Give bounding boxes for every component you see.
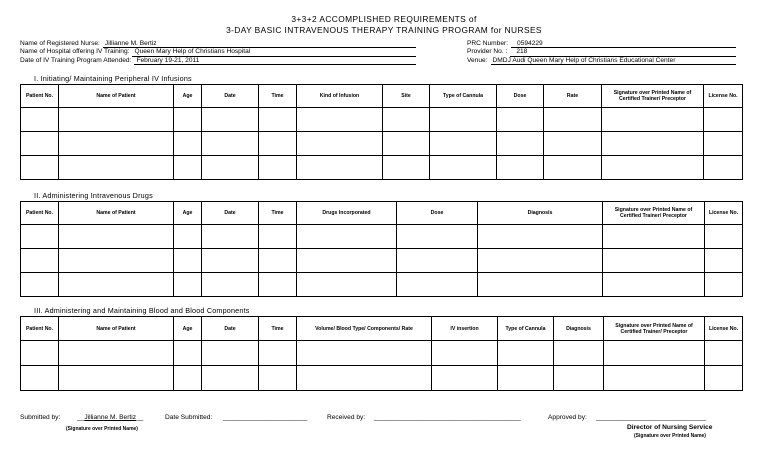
table-cell[interactable] [603,249,705,273]
table-cell[interactable] [21,341,59,366]
table-cell[interactable] [202,108,259,132]
table-cell[interactable] [705,249,743,273]
table-cell[interactable] [604,366,705,391]
table-cell[interactable] [544,132,602,156]
table-cell[interactable] [497,132,544,156]
table-cell[interactable] [602,132,704,156]
table-cell[interactable] [297,249,397,273]
table-blood-components [20,316,743,391]
table-cell[interactable] [59,225,174,249]
date-submitted-label: Date Submitted: [165,414,213,421]
column-header: License No. [704,85,743,108]
table-cell[interactable] [297,366,432,391]
table-cell[interactable] [59,366,174,391]
column-header: Age [174,85,202,108]
training-date-label: Date of IV Training Program Attended: [20,56,132,64]
received-by-field[interactable]: ________________________________________ [374,414,521,421]
table-cell[interactable] [383,156,430,180]
table-cell[interactable] [297,132,383,156]
table-cell[interactable] [21,273,59,297]
column-header: Volume/ Blood Type/ Components/ Rate [297,317,432,341]
date-submitted-field[interactable]: _______________________ [223,414,308,421]
table-cell[interactable] [259,273,297,297]
table-cell[interactable] [554,341,604,366]
column-header: Date [202,202,259,225]
table-cell[interactable] [202,156,259,180]
provider-number-field[interactable]: 218 [510,48,736,56]
table-cell[interactable] [259,341,297,366]
table-cell[interactable] [478,225,603,249]
venue-field[interactable]: DMDJ Audi Queen Mary Help of Christians Educational Center [491,57,736,65]
director-title: Director of Nursing Service [627,424,713,431]
table-cell[interactable] [705,225,743,249]
column-header: License No. [705,317,743,341]
table-cell[interactable] [59,132,174,156]
column-header: Patient No. [21,202,59,225]
table-cell[interactable] [297,225,397,249]
table-cell[interactable] [59,108,174,132]
column-header: Signature over Printed Name of Certified Trainer/ Preceptor [602,85,704,108]
table-cell[interactable] [604,341,705,366]
table-cell[interactable] [174,225,202,249]
column-header: Patient No. [21,85,59,108]
column-header: Date [202,317,259,341]
received-by-label: Received by: [327,414,366,421]
section-2-title: II. Administering Intravenous Drugs [34,191,153,200]
table-cell[interactable] [705,366,743,391]
table-cell[interactable] [383,108,430,132]
table-cell[interactable] [174,273,202,297]
approved-by-field[interactable]: ______________________________ [596,414,707,421]
table-cell[interactable] [383,132,430,156]
table-cell[interactable] [602,108,704,132]
table-cell[interactable] [430,132,497,156]
table-cell[interactable] [59,156,174,180]
column-header: Rate [544,85,602,108]
table-cell[interactable] [297,273,397,297]
column-header: IV insertion [432,317,498,341]
column-header: Drugs Incorporated [297,202,397,225]
table-cell[interactable] [544,156,602,180]
table-row [21,108,743,132]
hospital-label: Name of Hospital offering IV Training: [20,48,130,56]
table-cell[interactable] [259,225,297,249]
approved-by-label: Approved by: [548,414,587,421]
table-cell[interactable] [174,132,202,156]
column-header: Time [259,85,297,108]
table-cell[interactable] [174,108,202,132]
table-cell[interactable] [174,156,202,180]
table-cell[interactable] [202,341,259,366]
table-cell[interactable] [202,132,259,156]
director-signature-note: (Signature over Printed Name) [634,433,706,439]
table-cell[interactable] [202,249,259,273]
table-cell[interactable] [202,225,259,249]
table-cell[interactable] [259,108,297,132]
table-cell[interactable] [174,249,202,273]
column-header: Dose [497,85,544,108]
table-cell[interactable] [259,249,297,273]
table-peripheral-iv-infusions [20,84,743,180]
column-header: Name of Patient [59,85,174,108]
table-cell[interactable] [603,225,705,249]
venue-label: Venue: [467,56,488,64]
form-title-line2: 3-DAY BASIC INTRAVENOUS THERAPY TRAINING PROGRAM for NURSES [226,25,542,35]
table-cell[interactable] [297,156,383,180]
table-row [21,341,743,366]
table-cell[interactable] [397,225,478,249]
section-1-title: I. Initiating/ Maintaining Peripheral IV Infusions [34,74,192,83]
submitted-by-value: Jillianne M. Bertiz [84,414,137,421]
table-row [21,366,743,391]
column-header: Dose [397,202,478,225]
table-cell[interactable] [21,108,59,132]
table-cell[interactable] [704,156,743,180]
table-cell[interactable] [602,156,704,180]
provider-label: Provider No. : [467,48,508,56]
table-cell[interactable] [397,249,478,273]
table-row [21,249,743,273]
table-cell[interactable] [704,108,743,132]
submitted-signature-note: (Signature over Printed Name) [66,426,138,432]
column-header: Date [202,85,259,108]
hospital-field[interactable]: Queen Mary Help of Christians Hospital [132,48,416,56]
table-cell[interactable] [297,108,383,132]
column-header: License No. [705,202,743,225]
table-cell[interactable] [498,341,554,366]
table-cell[interactable] [432,341,498,366]
table-cell[interactable] [478,273,603,297]
table-cell[interactable] [297,341,432,366]
table-row [21,225,743,249]
table-cell[interactable] [705,341,743,366]
column-header: Site [383,85,430,108]
table-cell[interactable] [21,132,59,156]
table-cell[interactable] [174,366,202,391]
table-cell[interactable] [430,156,497,180]
table-cell[interactable] [174,341,202,366]
table-cell[interactable] [259,156,297,180]
column-header: Type of Cannula [498,317,554,341]
table-intravenous-drugs [20,201,743,297]
table-cell[interactable] [603,273,705,297]
table-cell[interactable] [497,156,544,180]
table-row [21,273,743,297]
table-cell[interactable] [21,225,59,249]
table-cell[interactable] [202,366,259,391]
column-header: Signature over Printed Name of Certified Trainer/ Preceptor [604,317,705,341]
table-cell[interactable] [259,366,297,391]
table-cell[interactable] [554,366,604,391]
table-cell[interactable] [430,108,497,132]
column-header: Time [259,317,297,341]
table-cell[interactable] [397,273,478,297]
column-header: Name of Patient [59,202,174,225]
column-header: Signature over Printed Name of Certified Trainer/ Preceptor [603,202,705,225]
table-row [21,156,743,180]
table-cell[interactable] [59,273,174,297]
prc-number-field[interactable]: 0594229 [511,40,736,48]
table-cell[interactable] [705,273,743,297]
column-header: Name of Patient [59,317,174,341]
table-cell[interactable] [497,108,544,132]
header-right [467,40,736,65]
submitted-by-field[interactable]: __Jillianne M. Bertiz__ [77,414,144,421]
table-cell[interactable] [59,249,174,273]
column-header: Type of Cannula [430,85,497,108]
table-cell[interactable] [21,366,59,391]
submitted-by-label: Submitted by: [20,414,61,421]
column-header: Diagnosis [554,317,604,341]
table-cell[interactable] [21,156,59,180]
section-3-title: III. Administering and Maintaining Blood and Blood Components [34,306,250,315]
table-cell[interactable] [478,249,603,273]
header-left [20,40,416,65]
training-date-field[interactable]: February 19-21, 2011 [134,57,416,65]
column-header: Diagnosis [478,202,603,225]
column-header: Age [174,202,202,225]
nurse-label: Name of Registered Nurse: [20,40,100,47]
prc-label: PRC Number: [467,40,509,47]
table-cell[interactable] [259,132,297,156]
table-cell[interactable] [202,273,259,297]
table-cell[interactable] [432,366,498,391]
table-cell[interactable] [21,249,59,273]
table-cell[interactable] [544,108,602,132]
column-header: Age [174,317,202,341]
column-header: Time [259,202,297,225]
table-row [21,132,743,156]
column-header: Kind of Infusion [297,85,383,108]
column-header: Patient No. [21,317,59,341]
form-title-line1: 3+3+2 ACCOMPLISHED REQUIREMENTS of [291,14,477,24]
nurse-name-field[interactable]: Jillianne M. Bertiz [103,40,416,48]
table-cell[interactable] [704,132,743,156]
table-cell[interactable] [498,366,554,391]
table-cell[interactable] [59,341,174,366]
